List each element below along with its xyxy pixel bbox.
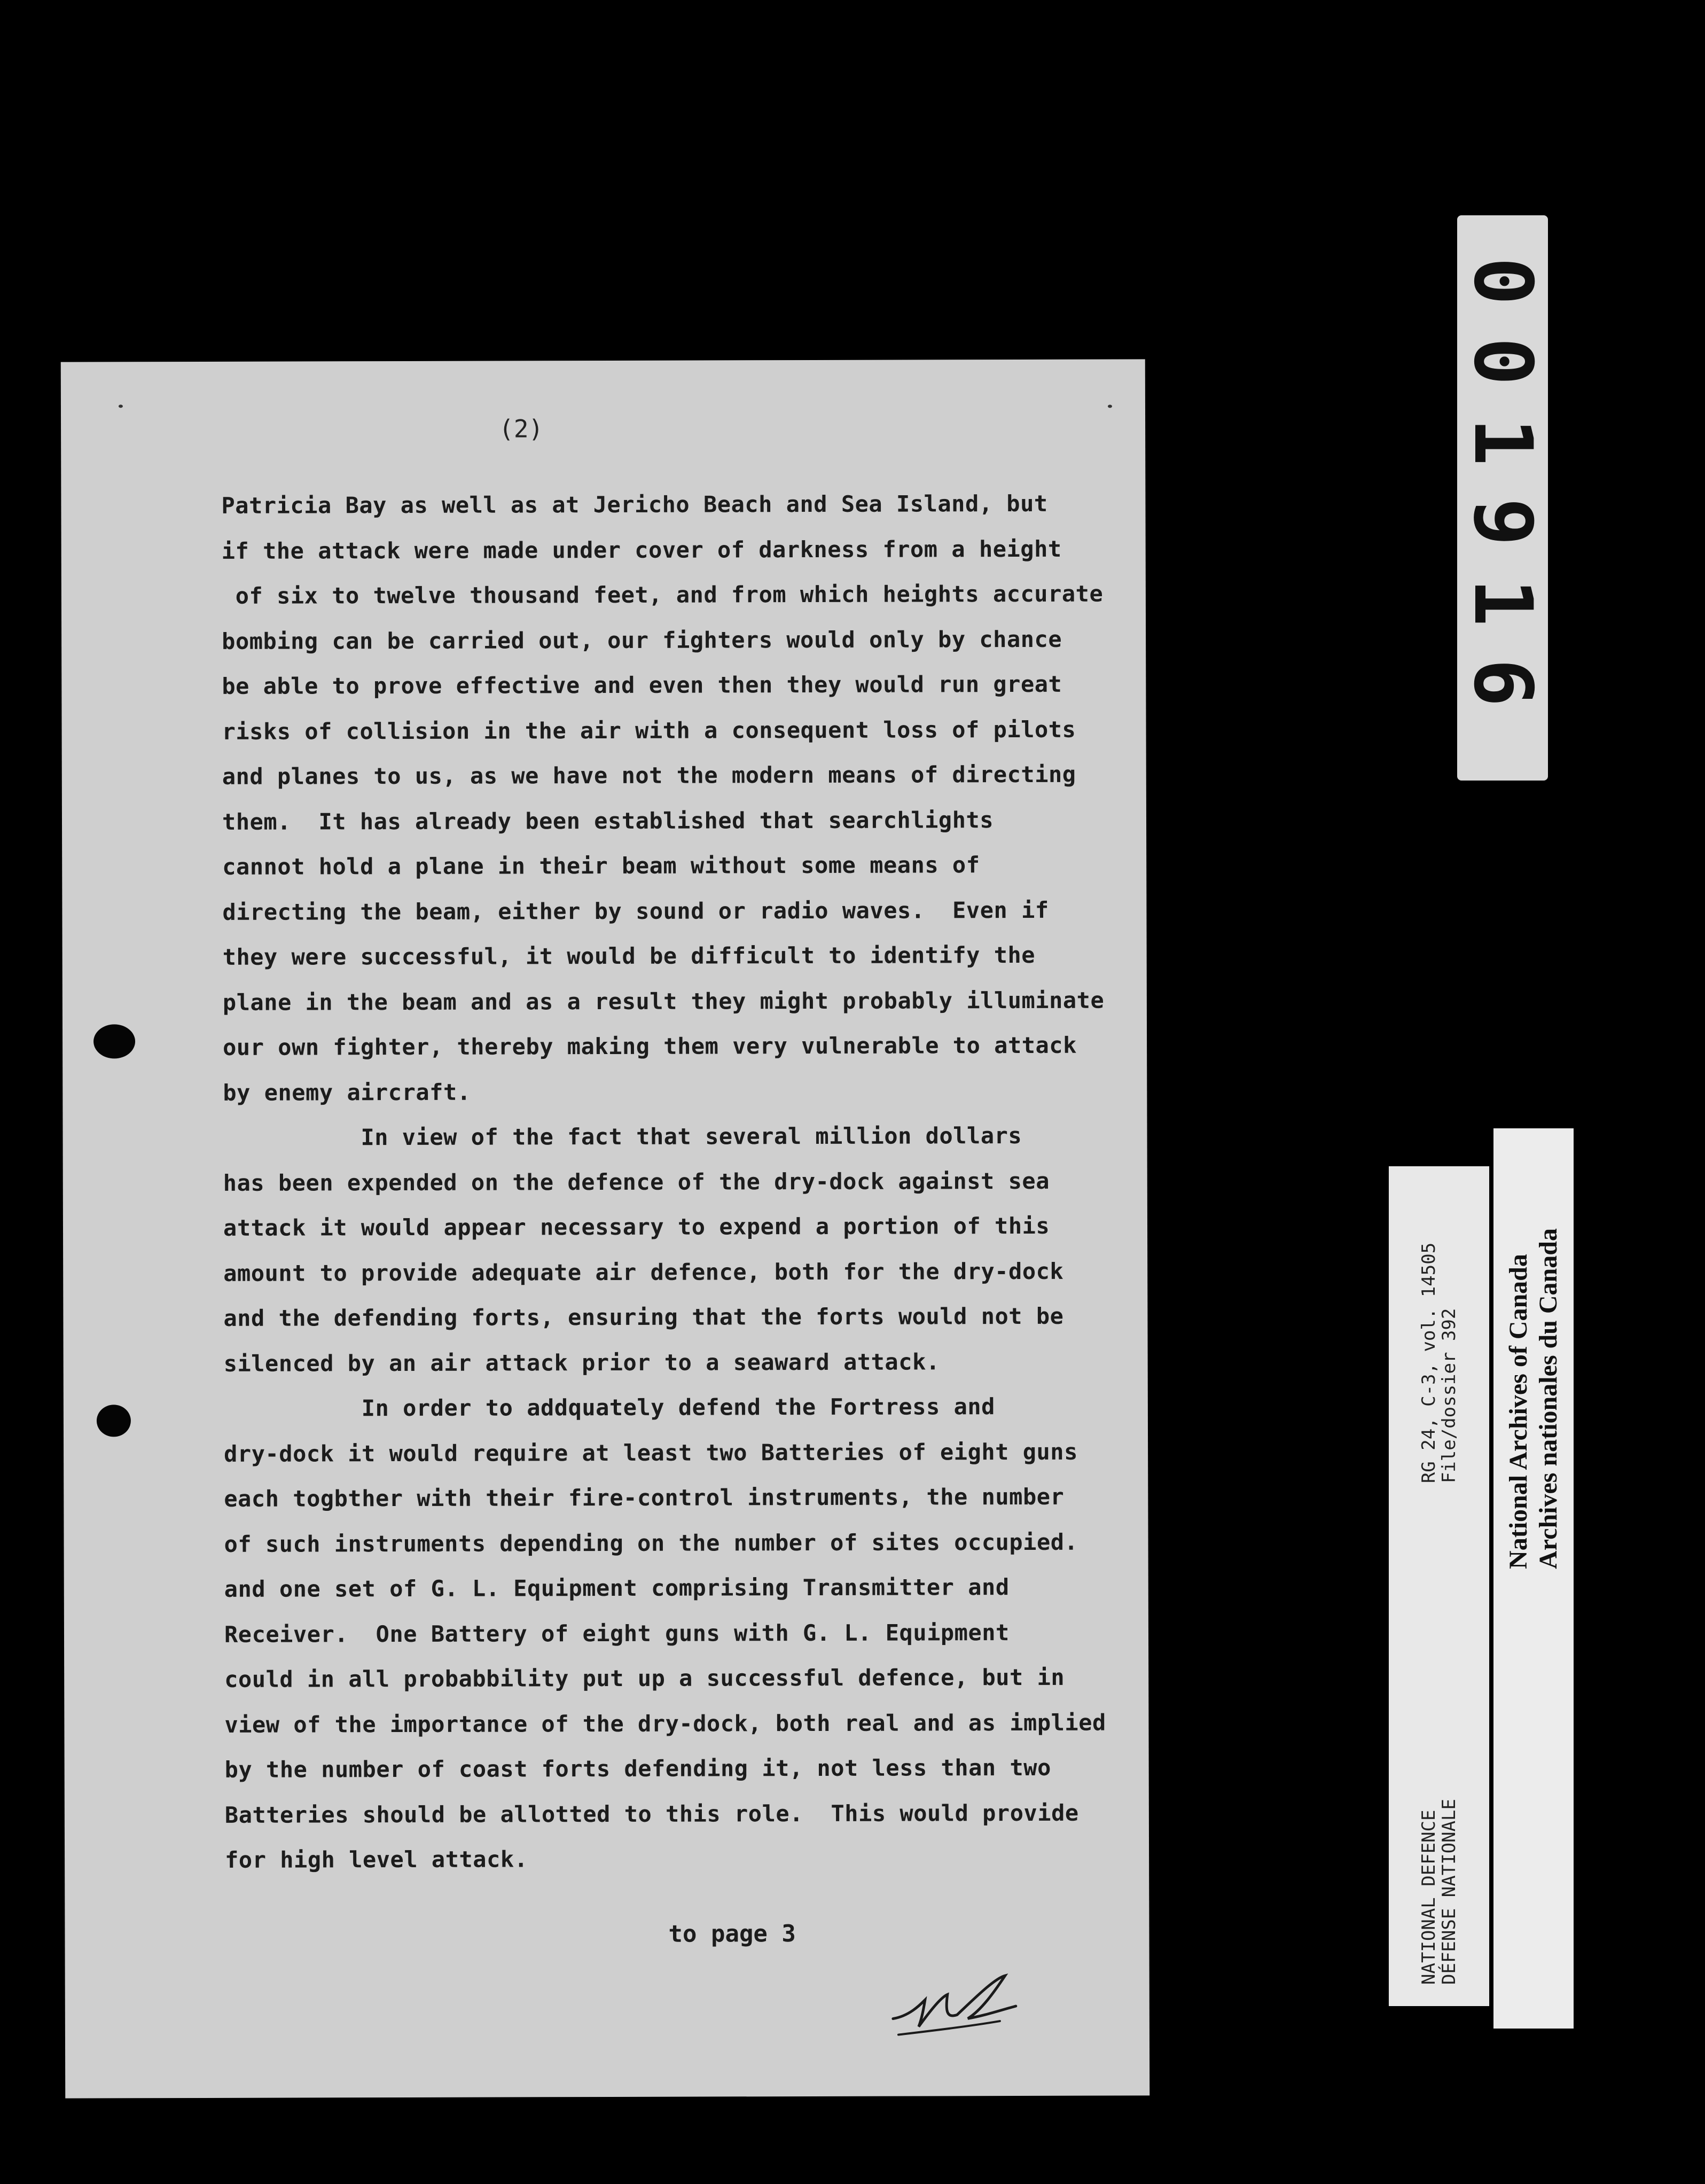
text-line: and the defending forts, ensuring that the forts would not be (223, 1302, 1064, 1331)
text-line: amount to provide adequate air defence, both for the dry-dock (223, 1258, 1064, 1286)
text-line: attack it would appear necessary to expend a portion of this (223, 1212, 1050, 1241)
text-line: each togbther with their fire-control instruments, the number (224, 1483, 1065, 1512)
page-speck (1108, 405, 1112, 408)
text-line: and one set of G. L. Equipment comprising Transmitter and (224, 1574, 1010, 1602)
page-speck (119, 404, 123, 408)
file-line: File/dossier 392 (1438, 1308, 1460, 1484)
text-line: In order to addquately defend the Fortress and (223, 1393, 995, 1422)
body-text (221, 481, 1133, 1883)
frame-number: 001916 (1456, 257, 1549, 739)
text-line: could in all probabbility put up a successful defence, but in (224, 1664, 1065, 1692)
reference-text (1419, 1243, 1459, 1483)
archives-text (1504, 1228, 1563, 1569)
text-line: plane in the beam and as a result they might probably illuminate (222, 987, 1105, 1016)
text-line: and planes to us, as we have not the modern means of directing (222, 761, 1076, 790)
text-line: cannot hold a plane in their beam without some means of (222, 852, 980, 880)
department-english: NATIONAL DEFENCE (1418, 1809, 1440, 1985)
archives-label (1493, 1128, 1574, 2029)
document-page (61, 359, 1150, 2098)
text-line: by enemy aircraft. (223, 1079, 471, 1106)
archives-english: National Archives of Canada (1504, 1254, 1532, 1569)
archives-french: Archives nationales du Canada (1534, 1228, 1562, 1569)
department-text (1419, 1799, 1459, 1985)
text-line: for high level attack. (225, 1846, 528, 1873)
text-line: In view of the fact that several million dollars (223, 1122, 1022, 1151)
text-line: silenced by an air attack prior to a seaward attack. (223, 1348, 940, 1377)
text-line: bombing can be carried out, our fighters would only by chance (222, 626, 1062, 654)
text-line: has been expended on the defence of the dry-dock against sea (223, 1167, 1050, 1196)
record-group-line: RG 24, C-3, vol. 14505 (1418, 1242, 1440, 1484)
handwritten-initials (888, 1968, 1027, 2048)
text-line: them. It has already been established that searchlights (222, 806, 994, 835)
text-line: Batteries should be allotted to this role. This would provide (224, 1799, 1079, 1828)
text-line: if the attack were made under cover of darkness from a height (221, 535, 1062, 564)
punch-hole (97, 1405, 131, 1437)
text-line: they were successful, it would be difficult to identify the (222, 941, 1036, 970)
text-line: risks of collision in the air with a consequent loss of pilots (222, 716, 1076, 745)
frame-number-label (1457, 215, 1548, 781)
text-line: our own fighter, thereby making them very vulnerable to attack (223, 1032, 1077, 1060)
department-french: DÉFENSE NATIONALE (1438, 1799, 1460, 1985)
reference-label (1389, 1166, 1489, 2006)
text-line: view of the importance of the dry-dock, both real and as implied (224, 1709, 1106, 1738)
page-number: (2) (499, 414, 544, 443)
text-line: Receiver. One Battery of eight guns with G. L. Equipment (224, 1619, 1010, 1648)
text-line: dry-dock it would require at least two Batteries of eight guns (224, 1438, 1078, 1467)
punch-hole (93, 1024, 135, 1058)
text-line: by the number of coast forts defending it, not less than two (224, 1754, 1051, 1783)
text-line: of such instruments depending on the number of sites occupied. (224, 1528, 1078, 1557)
text-line: be able to prove effective and even then they would run great (222, 670, 1062, 699)
text-line: of six to twelve thousand feet, and from which heights accurate (221, 580, 1104, 609)
text-line: directing the beam, either by sound or radio waves. Even if (222, 896, 1049, 925)
continuation-note: to page 3 (668, 1920, 796, 1948)
text-line: Patricia Bay as well as at Jericho Beach and Sea Island, but (221, 490, 1048, 519)
